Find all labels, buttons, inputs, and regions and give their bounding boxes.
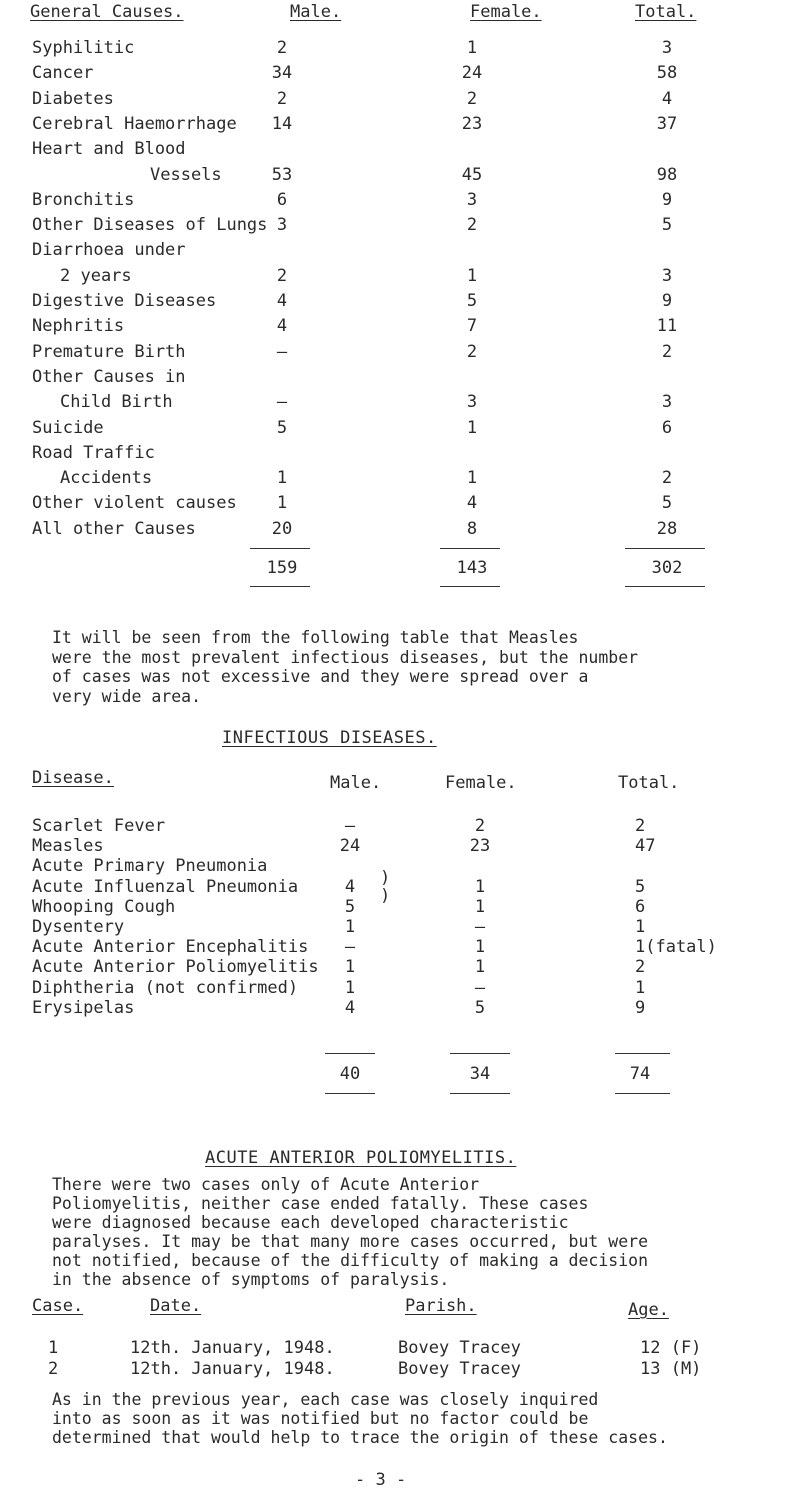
total-count: 6 [635,896,646,917]
disease-column-header: Disease. [32,768,114,788]
id-male-total: 40 [339,1064,361,1084]
total-total-rule-bottom [625,586,705,587]
female-count: 3 [466,189,478,210]
male-count: 34 [271,63,293,84]
male-count: 1 [344,957,356,978]
table-row [0,977,800,1000]
female-count: 2 [466,215,478,236]
male-count: 2 [276,38,288,58]
table-row [0,470,800,490]
table-row [0,341,800,364]
paragraph-line: determined that would help to trace the origin of these cases. [52,1428,668,1447]
table-row [0,896,800,919]
total-count: 5 [661,215,673,236]
male-count: 4 [344,997,356,1018]
infectious-diseases-title: INFECTIOUS DISEASES. [222,728,437,748]
female-count: 2 [466,88,478,109]
total-count: 2 [661,468,673,489]
id-male-rule-top [325,1053,375,1054]
id-male-column-header: Male. [330,773,382,793]
female-count: 2 [474,816,486,836]
total-count: 1(fatal) [635,937,717,958]
id-female-column-header: Female. [445,773,517,793]
table-row [0,265,800,288]
total-count: 2 [635,816,646,836]
female-count: 1 [474,957,486,978]
male-column-header: Male. [290,2,342,22]
cause-label: Vessels [150,164,222,185]
female-count: 8 [466,518,478,539]
female-count: 23 [461,113,483,134]
table-row [0,189,800,212]
cause-label: Diabetes [32,88,114,109]
parish-cell: Bovey Tracey [398,1338,521,1358]
paragraph-line: There were two cases only of Acute Anterior [52,1175,480,1194]
table-row [0,394,800,414]
male-count: 4 [276,291,288,311]
total-count: 1 [635,917,646,937]
female-count: 5 [466,291,478,311]
paragraph-line: not notified, because of the difficulty of making a decision [52,1251,649,1270]
id-female-rule-top [450,1053,510,1054]
male-count: 4 [344,876,356,897]
cause-label: Syphilitic [32,38,135,58]
bracket-male: ) [380,868,391,888]
table-row [0,495,800,515]
table-row [0,442,800,465]
female-count: 1 [466,468,478,489]
parish-column-header: Parish. [405,1296,477,1316]
female-count: – [474,977,486,998]
total-count: 3 [661,38,673,58]
total-count: 4 [661,88,673,109]
paragraph-line: were the most prevalent infectious diseases, but the number [52,647,639,667]
paragraph-line: very wide area. [52,686,202,706]
table-row [0,959,800,979]
table-row [0,293,800,313]
male-count: 4 [276,316,288,337]
cause-label: Bronchitis [32,189,135,210]
cause-label: All other Causes [32,518,196,539]
cause-label: Other Causes in [32,366,186,387]
female-count: 1 [466,38,478,58]
male-count: 1 [276,468,288,489]
total-column-header: Total. [635,2,697,22]
table-row [0,939,800,959]
disease-label: Erysipelas [32,997,135,1018]
male-count: 20 [271,518,293,539]
paragraph-line: were diagnosed because each developed characteristic [52,1213,569,1232]
female-count: 4 [466,493,478,514]
total-count: 28 [656,518,678,539]
cause-label: Nephritis [32,316,125,337]
disease-label: Acute Primary Pneumonia [32,856,268,877]
table-row [0,164,800,187]
disease-label: Scarlet Fever [32,816,166,836]
cause-label: Road Traffic [32,442,155,463]
table-row [0,40,800,60]
male-count: 3 [276,215,288,236]
table-row [0,141,800,161]
female-count: 24 [461,63,483,84]
female-total-rule-top [440,548,500,549]
table-row [0,242,800,262]
male-count: 53 [271,164,293,185]
total-count: 5 [661,493,673,514]
total-count: 3 [661,392,673,413]
total-count: 6 [661,417,673,438]
disease-label: Acute Anterior Encephalitis [32,937,309,958]
age-column-header: Age. [628,1300,669,1320]
disease-label: Whooping Cough [32,896,176,917]
male-count: 6 [276,189,288,210]
female-total-rule-bottom [440,586,500,587]
total-count: 2 [661,341,673,362]
disease-label: Measles [32,836,104,857]
female-count: 1 [474,937,486,958]
page-number: - 3 - [355,1470,407,1490]
paragraph-line: into as soon as it was notified but no factor could be [52,1409,589,1428]
total-count: 9 [635,997,646,1018]
id-overall-total: 74 [629,1064,651,1084]
table-row [0,1361,800,1381]
total-count: 1 [635,977,646,998]
cause-label: Digestive Diseases [32,291,217,311]
female-count: 3 [466,392,478,413]
case-cell: 2 [48,1359,59,1379]
table-row [0,318,800,338]
case-cell: 1 [48,1338,59,1358]
parish-cell: Bovey Tracey [398,1359,521,1379]
male-total-rule-top [250,548,310,549]
cause-label: Accidents [60,468,153,489]
total-count: 3 [661,265,673,286]
male-count: – [276,341,288,362]
id-total-rule-bottom [615,1093,670,1094]
cause-label: Child Birth [60,392,173,413]
date-cell: 12th. January, 1948. [130,1338,335,1358]
cause-label: 2 years [60,265,132,286]
table-row [0,65,800,85]
table-row [0,997,800,1020]
total-count: 37 [656,113,678,134]
id-female-rule-bottom [450,1093,510,1094]
paragraph-line: Poliomyelitis, neither case ended fatally. These cases [52,1194,589,1213]
cause-label: Other violent causes [32,493,237,514]
male-count: – [276,392,288,413]
id-female-total: 34 [469,1064,491,1084]
table-row [0,818,800,838]
disease-label: Acute Anterior Poliomyelitis [32,957,319,978]
female-count: 1 [474,876,486,897]
female-count: – [474,917,486,937]
male-count: 1 [276,493,288,514]
overall-grand-total: 302 [651,558,683,578]
female-count: 5 [474,997,486,1018]
id-total-rule-top [615,1053,670,1054]
id-total-column-header: Total. [618,773,680,793]
male-grand-total: 159 [266,558,298,578]
male-total-rule-bottom [250,586,310,587]
female-count: 1 [474,896,486,917]
age-cell: 12 (F) [640,1338,702,1358]
table-row [0,113,800,136]
male-count: 2 [276,265,288,286]
total-count: 98 [656,164,678,185]
paragraph-line: in the absence of symptoms of paralysis. [52,1270,450,1289]
paragraph-line: paralyses. It may be that many more cases occurred, but were [52,1232,649,1251]
male-count: 2 [276,88,288,109]
male-count: 1 [344,917,356,937]
total-count: 47 [635,836,656,857]
total-count: 11 [656,316,678,337]
female-count: 1 [466,417,478,438]
total-count: 58 [656,63,678,84]
paragraph-line: It will be seen from the following table that Measles [52,628,579,647]
total-count: 5 [635,876,646,897]
table-row [0,858,800,878]
polio-section-title: ACUTE ANTERIOR POLIOMYELITIS. [205,1148,517,1168]
cause-label: Heart and Blood [32,139,186,160]
case-column-header: Case. [32,1296,84,1316]
cause-label: Other Diseases of Lungs [32,215,268,236]
disease-label: Acute Influenzal Pneumonia [32,876,299,897]
male-count: 24 [339,836,361,857]
age-cell: 13 (M) [640,1359,702,1379]
total-total-rule-top [625,548,705,549]
female-count: 23 [469,836,491,857]
general-causes-heading: General Causes. [30,2,184,22]
total-count: 9 [661,189,673,210]
male-count: 5 [344,896,356,917]
female-count: 45 [461,164,483,185]
paragraph-line: As in the previous year, each case was closely inquired [52,1390,599,1409]
disease-label: Dysentery [32,917,125,937]
female-count: 1 [466,265,478,286]
bracket-female: ) [380,886,391,906]
paragraph-line: of cases was not excessive and they were spread over a [52,667,589,686]
female-column-header: Female. [470,2,542,22]
cause-label: Cerebral Haemorrhage [32,113,237,134]
table-row [0,88,800,111]
table-row [0,518,800,541]
table-row [0,417,800,440]
id-male-rule-bottom [325,1093,375,1094]
male-count: 5 [276,417,288,438]
total-count: 9 [661,291,673,311]
table-row [0,838,800,858]
male-count: – [344,816,356,836]
male-count: – [344,937,356,958]
date-cell: 12th. January, 1948. [130,1359,335,1379]
table-row [0,919,800,939]
table-row [0,217,800,237]
table-row [0,876,800,899]
disease-label: Diphtheria (not confirmed) [32,977,299,998]
male-count: 1 [344,977,356,998]
female-count: 7 [466,316,478,337]
total-count: 2 [635,957,646,978]
cause-label: Diarrhoea under [32,240,186,261]
date-column-header: Date. [150,1296,202,1316]
cause-label: Suicide [32,417,104,438]
cause-label: Cancer [32,63,94,84]
table-row [0,1340,800,1360]
female-count: 2 [466,341,478,362]
female-grand-total: 143 [456,558,488,578]
male-count: 14 [271,113,293,134]
cause-label: Premature Birth [32,341,186,362]
table-row [0,366,800,389]
